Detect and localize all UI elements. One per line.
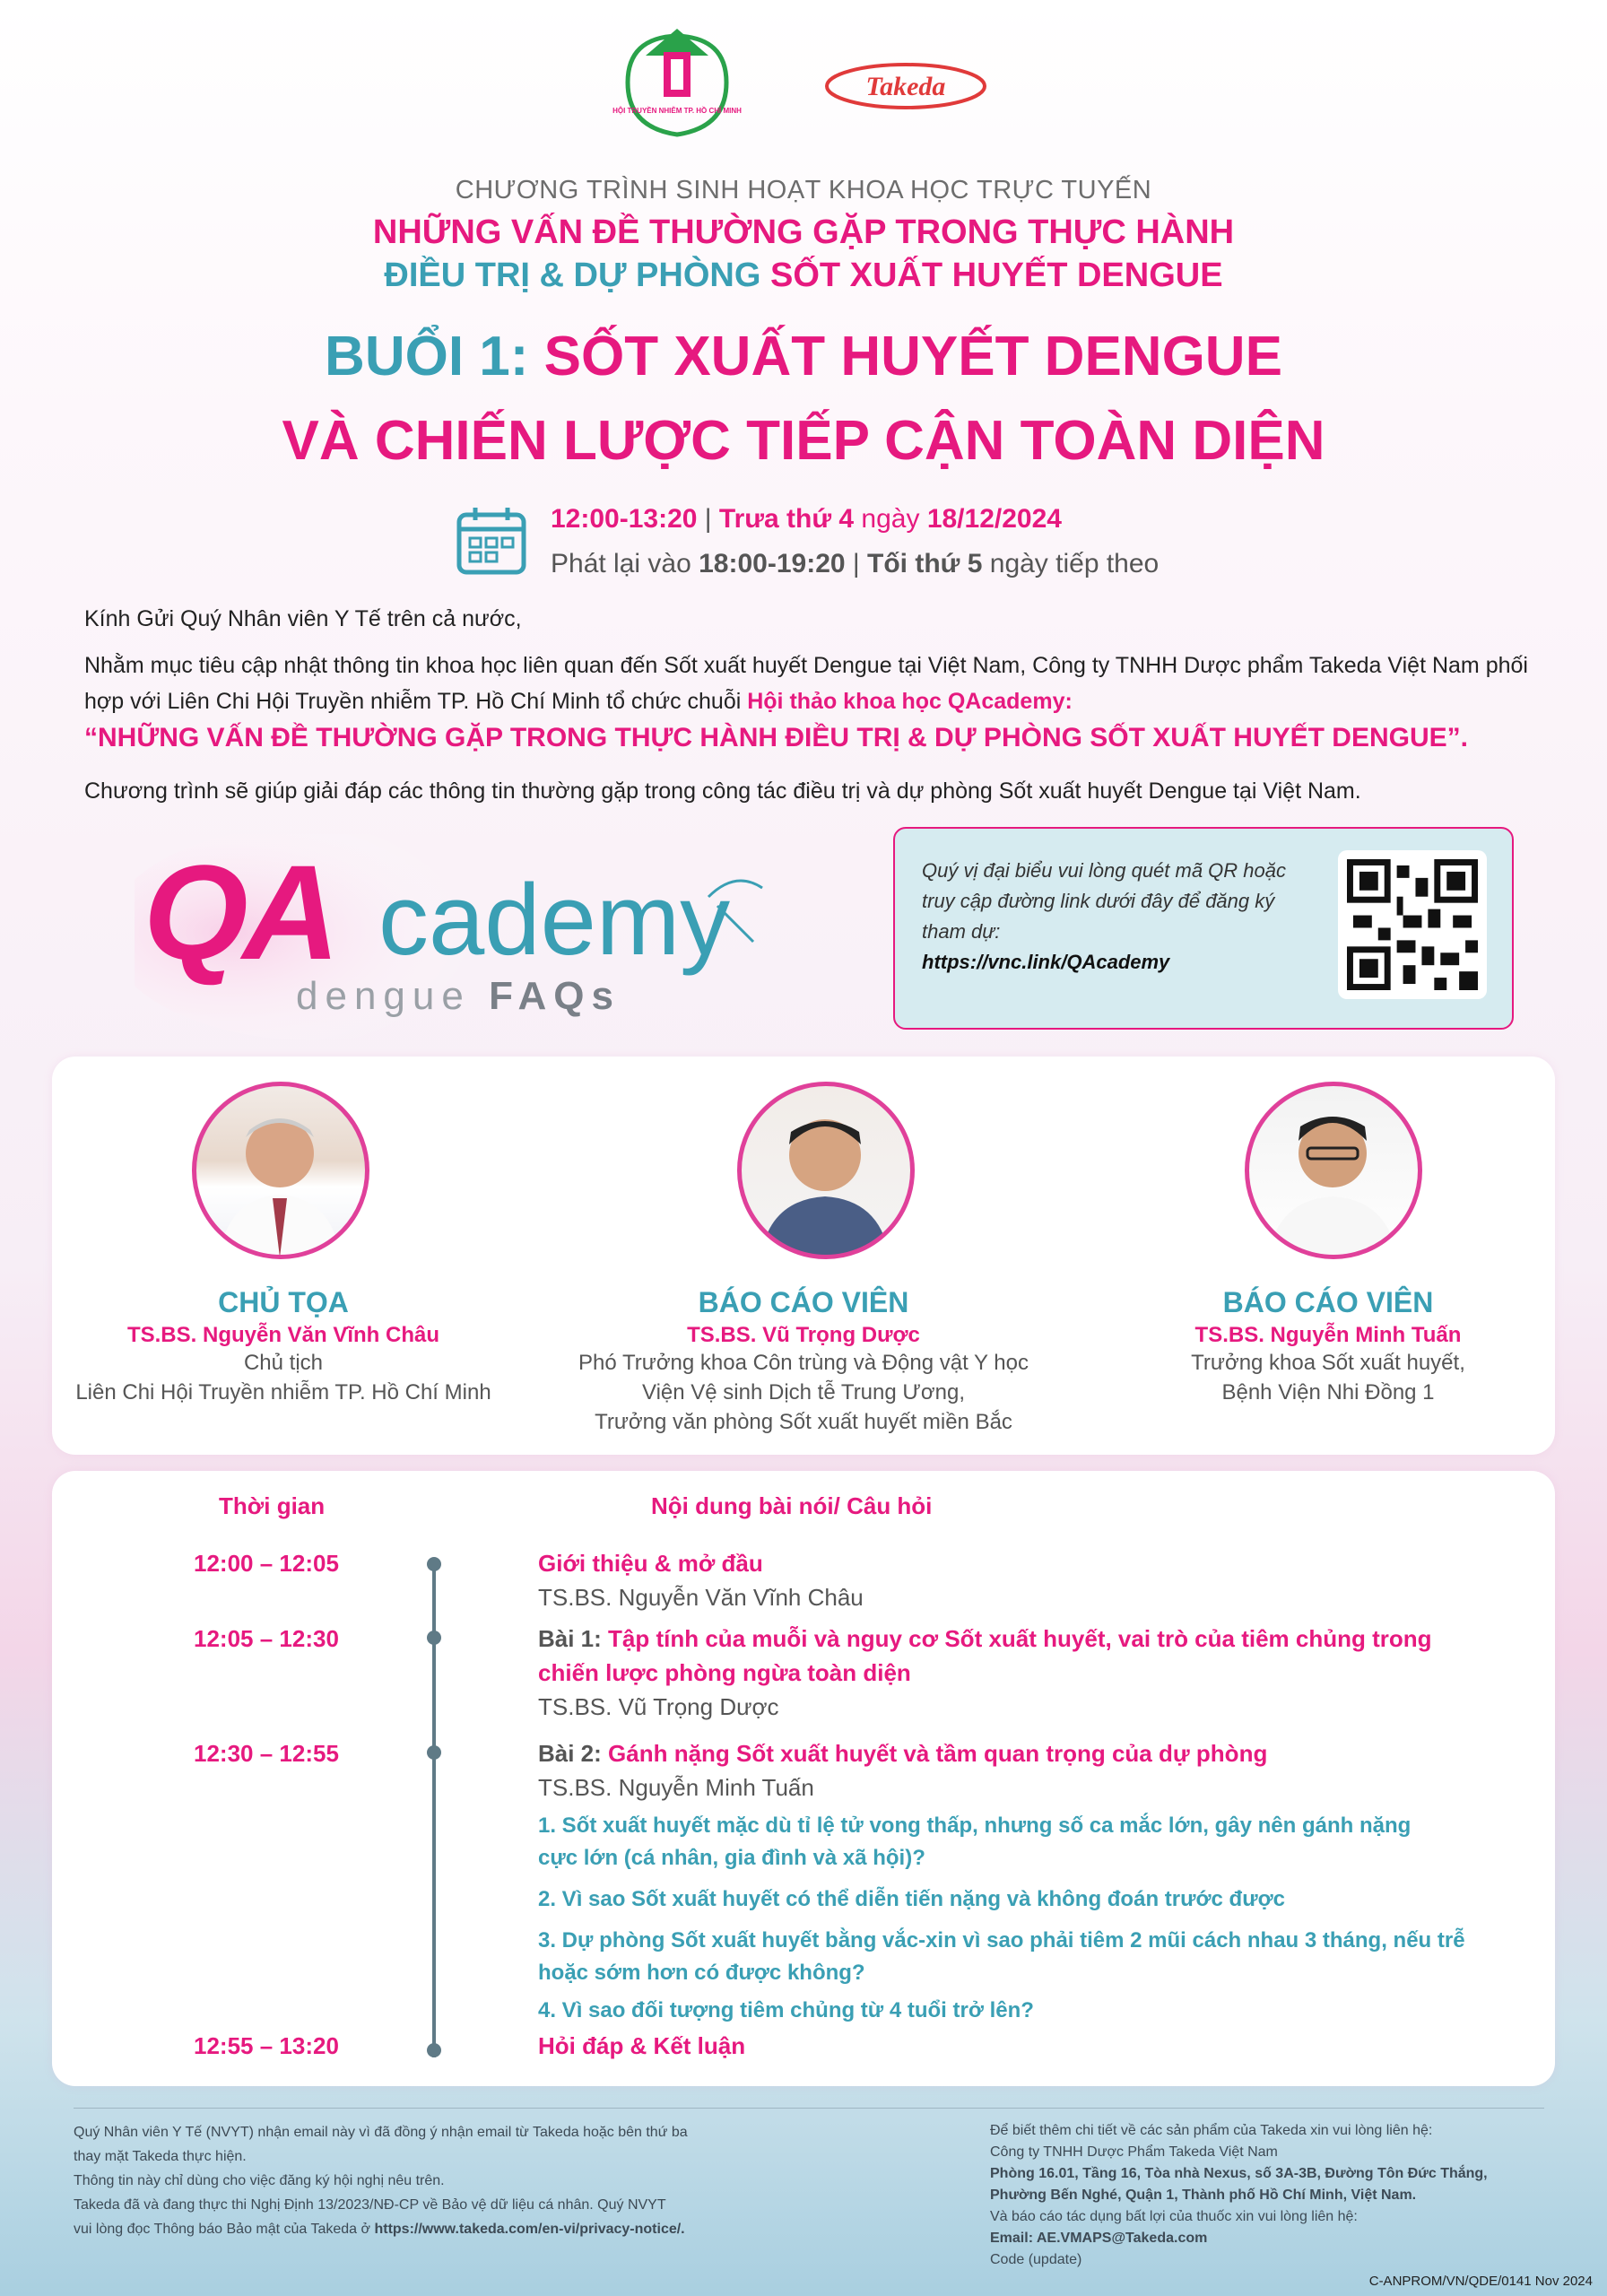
session-title-line2: VÀ CHIẾN LƯỢC TIẾP CẬN TOÀN DIỆN (282, 410, 1325, 472)
timeline-dot (427, 1745, 441, 1760)
qr-code-pattern (1338, 850, 1487, 999)
speaker-name: TS.BS. Nguyễn Văn Vĩnh Châu (126, 1323, 440, 1347)
agenda-time: 12:05 – 12:30 (194, 1625, 339, 1652)
footer-right (990, 2120, 1582, 2271)
agenda-question: 3. Dự phòng Sốt xuất huyết bằng vắc-xin vì sao phải tiêm 2 mũi cách nhau 3 tháng, nếu trễ (538, 1928, 1465, 1952)
footer-left (74, 2120, 755, 2241)
agenda-title (538, 1625, 1432, 1653)
dengue-word: dengue (296, 974, 490, 1018)
takeda-logo-text: Takeda (865, 72, 946, 101)
agenda-prefix: Bài 1: (538, 1625, 609, 1652)
replay-day: Tối thứ 5 (867, 549, 983, 578)
qa-mark: QA (143, 837, 334, 987)
speaker-avatar (192, 1082, 368, 1257)
agenda-prefix: Bài 2: (538, 1740, 609, 1767)
agenda-title (538, 1740, 1267, 1768)
live-time: 12:00-13:20 (551, 504, 698, 534)
separator: | (845, 549, 868, 578)
series-title-line1: NHỮNG VẤN ĐỀ THƯỜNG GẶP TRONG THỰC HÀNH (372, 213, 1235, 251)
speaker-role: BÁO CÁO VIÊN (698, 1286, 909, 1318)
footer-privacy-text: vui lòng đọc Thông báo Bảo mật của Takeda ở (74, 2222, 375, 2237)
program-heading: CHƯƠNG TRÌNH SINH HOẠT KHOA HỌC TRỰC TUYẾN (455, 176, 1152, 204)
agenda-question-cont: hoặc sớm hơn có được không? (538, 1961, 865, 1985)
speaker-1-info (506, 1286, 1101, 1437)
session-title-a: SỐT XUẤT HUYẾT DENGUE (543, 326, 1282, 387)
agenda-time: 12:00 – 12:05 (194, 1550, 339, 1577)
speaker-role: BÁO CÁO VIÊN (1222, 1286, 1434, 1318)
speakers-card (52, 1057, 1555, 1455)
speaker-desc: Liên Chi Hội Truyền nhiễm TP. Hồ Chí Minh (75, 1380, 491, 1405)
qr-code[interactable] (1338, 850, 1487, 999)
replay-schedule (551, 549, 1159, 579)
footer-address-cont: Phường Bến Nghé, Quận 1, Thành phố Hồ Chí Minh, Việt Nam. (990, 2187, 1417, 2203)
speaker-desc: Trưởng khoa Sốt xuất huyết, (1191, 1351, 1465, 1375)
faqs-word: FAQs (489, 974, 621, 1018)
agenda-time-header: Thời gian (219, 1492, 326, 1519)
replay-time: 18:00-19:20 (699, 549, 846, 578)
speaker-role: CHỦ TỌA (218, 1286, 349, 1318)
agenda-speaker: TS.BS. Nguyễn Văn Vĩnh Châu (538, 1584, 864, 1611)
speaker-desc: Chủ tịch (243, 1351, 324, 1375)
separator: | (697, 504, 719, 534)
footer-email[interactable]: Email: AE.VMAPS@Takeda.com (990, 2231, 1208, 2246)
speaker-desc: Viện Vệ sinh Dịch tễ Trung Ương, (642, 1380, 965, 1405)
agenda-card (52, 1471, 1555, 2086)
speaker-desc: Phó Trưởng khoa Côn trùng và Động vật Y học (578, 1351, 1029, 1375)
footer-company: Công ty TNHH Dược Phẩm Takeda Việt Nam (990, 2144, 1278, 2160)
series-title-part-a: ĐIỀU TRỊ & DỰ PHÒNG (384, 257, 770, 294)
registration-instruction: Quý vị đại biểu vui lòng quét mã QR hoặc truy cập đường link dưới đây để đăng ký tham dự: (922, 859, 1287, 943)
live-schedule (551, 504, 1062, 535)
association-logo (610, 20, 744, 145)
avatar-ring (737, 1082, 915, 1259)
footer-divider (74, 2108, 1544, 2109)
agenda-title: Hỏi đáp & Kết luận (538, 2032, 746, 2059)
day-word: ngày (854, 504, 927, 534)
footer-privacy: Takeda đã và đang thực thi Nghị Định 13/2023/NĐ-CP về Bảo vệ dữ liệu cá nhân. Quý NVYT (74, 2197, 666, 2213)
agenda-title: Giới thiệu & mở đầu (538, 1550, 763, 1577)
registration-box (893, 827, 1514, 1030)
registration-text (922, 856, 1299, 978)
live-date: 18/12/2024 (926, 504, 1062, 534)
series-title-line2 (0, 257, 1607, 295)
registration-link[interactable]: https://vnc.link/QAcademy (922, 951, 1170, 973)
footer-contact-intro: Để biết thêm chi tiết về các sản phẩm của Takeda xin vui lòng liên hệ: (990, 2123, 1433, 2138)
timeline-dot (427, 2043, 441, 2057)
takeda-logo (823, 59, 988, 113)
avatar-ring (1245, 1082, 1422, 1259)
privacy-link[interactable]: https://www.takeda.com/en-vi/privacy-notice/. (374, 2222, 685, 2237)
qacademy-logo (135, 834, 780, 1040)
document-code: C-ANPROM/VN/QDE/0141 Nov 2024 (1368, 2274, 1593, 2289)
agenda-speaker: TS.BS. Vũ Trọng Dược (538, 1693, 779, 1720)
agenda-title-cont: chiến lược phòng ngừa toàn diện (538, 1659, 911, 1686)
live-day: Trưa thứ 4 (718, 504, 855, 534)
intro-highlight: Hội thảo khoa học QAcademy: (747, 689, 1073, 714)
footer-consent-cont: thay mặt Takeda thực hiện. (74, 2149, 247, 2164)
speaker-avatar (1245, 1082, 1420, 1257)
footer-ae-intro: Và báo cáo tác dụng bất lợi của thuốc xin vui lòng liên hệ: (990, 2209, 1358, 2224)
speaker-desc: Bệnh Viện Nhi Đồng 1 (1221, 1380, 1435, 1405)
agenda-question-cont: cực lớn (cá nhân, gia đình và xã hội)? (538, 1846, 925, 1870)
cademy-word: cademy (378, 864, 731, 976)
footer-privacy-cont (74, 2217, 755, 2241)
session-label: BUỔI 1: (325, 326, 544, 387)
replay-prefix: Phát lại vào (551, 549, 699, 578)
speaker-desc: Trưởng văn phòng Sốt xuất huyết miền Bắc (595, 1410, 1012, 1434)
footer-consent: Quý Nhân viên Y Tế (NVYT) nhận email này vì đã đồng ý nhận email từ Takeda hoặc bên thứ ba (74, 2125, 688, 2140)
agenda-time: 12:30 – 12:55 (194, 1740, 339, 1767)
intro-paragraph (84, 648, 1537, 719)
avatar-ring (192, 1082, 369, 1259)
agenda-speaker: TS.BS. Nguyễn Minh Tuấn (538, 1774, 814, 1801)
footer-usage: Thông tin này chỉ dùng cho việc đăng ký hội nghị nêu trên. (74, 2173, 445, 2188)
speaker-2-info (1101, 1286, 1555, 1407)
session-title-line1 (0, 325, 1607, 388)
agenda-title-text: Gánh nặng Sốt xuất huyết và tầm quan trọng của dự phòng (608, 1740, 1268, 1767)
footer-address: Phòng 16.01, Tầng 16, Tòa nhà Nexus, số 3A-3B, Đường Tôn Đức Thắng, (990, 2166, 1488, 2181)
replay-suffix: ngày tiếp theo (982, 549, 1160, 578)
association-logo-text: HỘI TRUYỀN NHIỄM TP. HỒ CHÍ MINH (612, 107, 742, 115)
agenda-time: 12:55 – 13:20 (194, 2032, 339, 2059)
intro-text: Nhằm mục tiêu cập nhật thông tin khoa học liên quan đến Sốt xuất huyết Dengue tại Việt Nam, Công ty TNHH Dược phẩm Takeda Việt Nam phối hợp với Liên Chi Hội Truyền nhiễm TP. Hồ Chí Minh tổ chức chuỗi (84, 653, 1528, 714)
series-quote: “NHỮNG VẤN ĐỀ THƯỜNG GẶP TRONG THỰC HÀNH ĐIỀU TRỊ & DỰ PHÒNG SỐT XUẤT HUYẾT DENGUE”. (84, 723, 1468, 752)
agenda-title-text: Tập tính của muỗi và nguy cơ Sốt xuất huyết, vai trò của tiêm chủng trong (608, 1625, 1432, 1652)
calendar-icon (454, 502, 529, 578)
series-title-part-b: SỐT XUẤT HUYẾT DENGUE (769, 257, 1223, 294)
agenda-question: 4. Vì sao đối tượng tiêm chủng từ 4 tuổi trở lên? (538, 1998, 1034, 2022)
speaker-name: TS.BS. Vũ Trọng Dược (687, 1323, 920, 1347)
agenda-question: 1. Sốt xuất huyết mặc dù tỉ lệ tử vong thấp, nhưng số ca mắc lớn, gây nên gánh nặng (538, 1813, 1412, 1838)
footer-code-update: Code (update) (990, 2252, 1082, 2267)
timeline-dot (427, 1557, 441, 1571)
speaker-name: TS.BS. Nguyễn Minh Tuấn (1194, 1323, 1462, 1347)
speaker-chair-info (52, 1286, 515, 1407)
speaker-avatar (737, 1082, 913, 1257)
agenda-content-header: Nội dung bài nói/ Câu hỏi (651, 1492, 933, 1519)
timeline-dot (427, 1631, 441, 1645)
closing-paragraph: Chương trình sẽ giúp giải đáp các thông tin thường gặp trong công tác điều trị và dự phòng Sốt xuất huyết Dengue tại Việt Nam. (84, 778, 1361, 804)
dengue-faqs (296, 974, 621, 1019)
greeting: Kính Gửi Quý Nhân viên Y Tế trên cả nước, (84, 606, 522, 631)
agenda-question: 2. Vì sao Sốt xuất huyết có thể diễn tiến nặng và không đoán trước được (538, 1887, 1286, 1911)
